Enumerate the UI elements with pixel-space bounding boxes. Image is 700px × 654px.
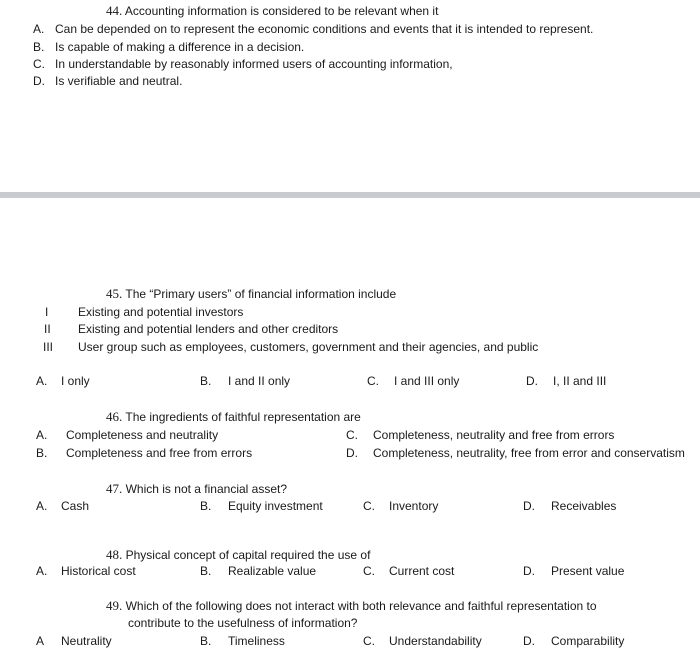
q47-option-c-text: Inventory bbox=[389, 499, 439, 513]
q46-option-b-text: Completeness and free from errors bbox=[66, 446, 253, 460]
question-number: 47. bbox=[106, 481, 123, 496]
q45-option-c-text: I and III only bbox=[394, 374, 460, 388]
q47-option-b-text: Equity investment bbox=[228, 499, 323, 513]
q45-option-b-text: I and II only bbox=[228, 374, 291, 388]
q45-option-d-text: I, II and III bbox=[553, 374, 607, 388]
question-number: 49. bbox=[106, 598, 123, 613]
q44-option-b-letter: B. bbox=[33, 40, 45, 54]
q44-option-d-letter: D. bbox=[33, 74, 45, 88]
q47-option-c-letter: C. bbox=[363, 499, 375, 513]
question-text: Physical concept of capital required the use of bbox=[125, 548, 371, 562]
question-number: 44. bbox=[106, 3, 123, 18]
q45-option-b-letter: B. bbox=[200, 374, 212, 388]
q47-option-a-letter: A. bbox=[36, 499, 48, 513]
page-divider bbox=[0, 192, 700, 198]
q45-item-3-numeral: III bbox=[43, 340, 54, 354]
q48-option-d-text: Present value bbox=[551, 564, 625, 578]
q49-option-a-letter: A bbox=[36, 634, 45, 648]
q46-option-c-letter: C. bbox=[346, 428, 358, 442]
q44-option-d-text: Is verifiable and neutral. bbox=[55, 74, 183, 88]
q46-option-d-text: Completeness, neutrality, free from error and conservatism bbox=[373, 446, 685, 460]
q46-option-a-text: Completeness and neutrality bbox=[66, 428, 219, 442]
q49-option-d-text: Comparability bbox=[551, 634, 625, 648]
q49-option-a-text: Neutrality bbox=[61, 634, 112, 648]
question-49-stem bbox=[106, 599, 597, 613]
q49-option-c-letter: C. bbox=[363, 634, 375, 648]
question-text: The “Primary users” of financial information include bbox=[125, 287, 397, 301]
q49-option-b-letter: B. bbox=[200, 634, 212, 648]
question-text-line-1: Which of the following does not interact with both relevance and faithful representation to bbox=[125, 599, 597, 613]
question-text: The ingredients of faithful representation are bbox=[125, 410, 361, 424]
q45-option-c-letter: C. bbox=[367, 374, 379, 388]
question-45-stem bbox=[106, 287, 396, 301]
question-number: 46. bbox=[106, 409, 123, 424]
question-text: Which is not a financial asset? bbox=[125, 482, 288, 496]
q46-option-d-letter: D. bbox=[346, 446, 358, 460]
q46-option-a-letter: A. bbox=[36, 428, 48, 442]
q48-option-c-letter: C. bbox=[363, 564, 375, 578]
q48-option-d-letter: D. bbox=[523, 564, 535, 578]
q48-option-c-text: Current cost bbox=[389, 564, 455, 578]
question-number: 48. bbox=[106, 547, 123, 562]
q44-option-a-letter: A. bbox=[33, 22, 45, 36]
q44-option-a-text: Can be depended on to represent the economic conditions and events that it is intended to represent. bbox=[55, 22, 594, 36]
q47-option-d-text: Receivables bbox=[551, 499, 617, 513]
q45-item-2-numeral: II bbox=[44, 322, 51, 336]
q45-item-1-numeral: I bbox=[45, 305, 49, 319]
question-44-stem bbox=[106, 4, 438, 18]
q45-item-3-text: User group such as employees, customers, government and their agencies, and public bbox=[78, 340, 539, 354]
q46-option-c-text: Completeness, neutrality and free from errors bbox=[373, 428, 615, 442]
q44-option-c-letter: C. bbox=[33, 57, 45, 71]
q47-option-a-text: Cash bbox=[61, 499, 90, 513]
q45-item-1-text: Existing and potential investors bbox=[78, 305, 244, 319]
q44-option-c-text: In understandable by reasonably informed users of accounting information, bbox=[55, 57, 453, 71]
q48-option-b-letter: B. bbox=[200, 564, 212, 578]
q49-option-c-text: Understandability bbox=[389, 634, 482, 648]
question-47-stem bbox=[106, 482, 287, 496]
question-49-stem-line-2: contribute to the usefulness of information? bbox=[128, 616, 358, 630]
q45-option-d-letter: D. bbox=[526, 374, 538, 388]
q47-option-b-letter: B. bbox=[200, 499, 212, 513]
question-46-stem bbox=[106, 410, 361, 424]
q45-item-2-text: Existing and potential lenders and other creditors bbox=[78, 322, 339, 336]
q49-option-d-letter: D. bbox=[523, 634, 535, 648]
q49-option-b-text: Timeliness bbox=[228, 634, 285, 648]
q44-option-b-text: Is capable of making a difference in a decision. bbox=[55, 40, 305, 54]
question-number: 45. bbox=[106, 286, 123, 301]
q45-option-a-text: I only bbox=[61, 374, 90, 388]
q48-option-a-text: Historical cost bbox=[61, 564, 136, 578]
q45-option-a-letter: A. bbox=[36, 374, 48, 388]
question-text: Accounting information is considered to be relevant when it bbox=[124, 4, 439, 18]
q48-option-a-letter: A. bbox=[36, 564, 48, 578]
question-48-stem bbox=[106, 548, 370, 562]
q46-option-b-letter: B. bbox=[36, 446, 48, 460]
q47-option-d-letter: D. bbox=[523, 499, 535, 513]
q48-option-b-text: Realizable value bbox=[228, 564, 317, 578]
